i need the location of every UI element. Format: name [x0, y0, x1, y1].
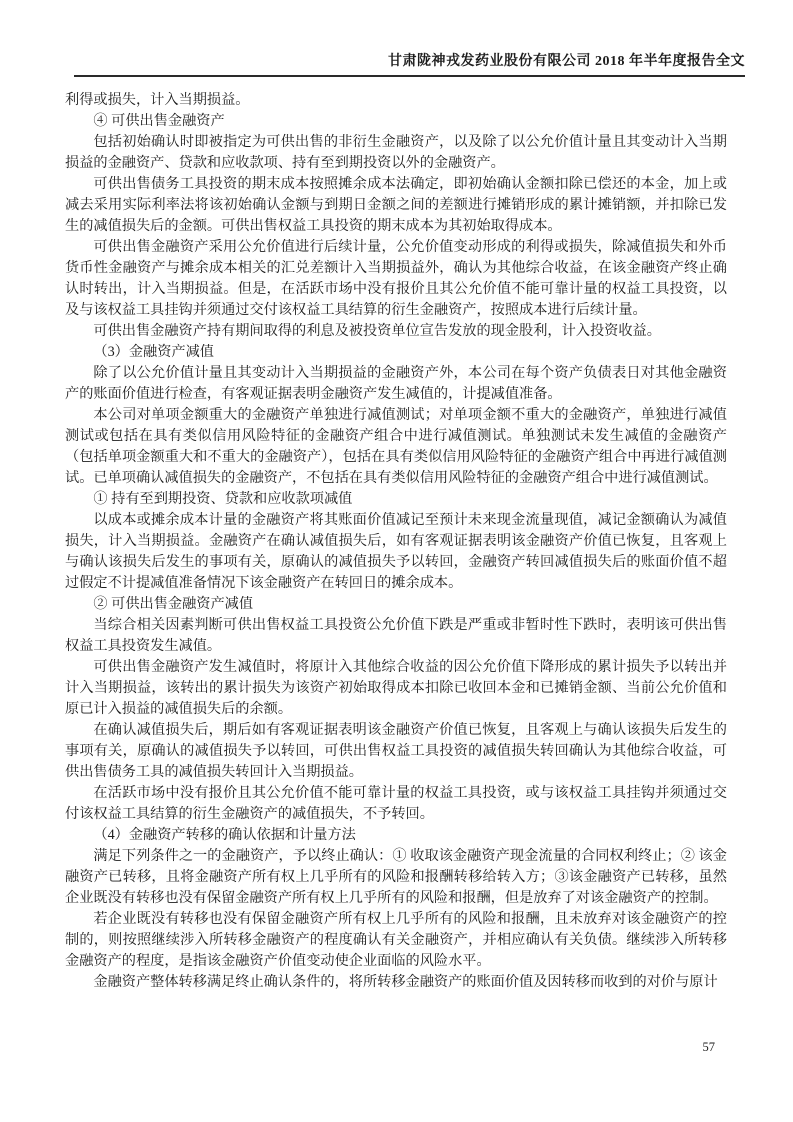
body-paragraph: 若企业既没有转移也没有保留金融资产所有权上几乎所有的风险和报酬，且未放弃对该金融资产的控制的，则按照继续涉入所转移金融资产的程度确认有关金融资产，并相应确认有关负债。继续涉入所转移金融资产的程度，是指该金融资产价值变动使企业面临的风险水平。 — [65, 911, 727, 969]
body-paragraph: 以成本或摊余成本计量的金融资产将其账面价值减记至预计未来现金流量现值，减记金额确认为减值损失，计入当期损益。金融资产在确认减值损失后，如有客观证据表明该金融资产价值已恢复，且客观上与确认该损失后发生的事项有关，原确认的减值损失予以转回，金融资产转回减值损失后的账面价值不超过假定不计提减值准备情况下该金融资产在转回日的摊余成本。 — [65, 512, 727, 591]
body-paragraph: 除了以公允价值计量且其变动计入当期损益的金融资产外，本公司在每个资产负债表日对其他金融资产的账面价值进行检查，有客观证据表明金融资产发生减值的，计提减值准备。 — [65, 365, 727, 402]
body-paragraph: 可供出售金融资产发生减值时，将原计入其他综合收益的因公允价值下降形成的累计损失予以转出并计入当期损益，该转出的累计损失为该资产初始取得成本扣除已收回本金和已摊销金额、当前公允价值和原已计入损益的减值损失后的余额。 — [65, 659, 727, 717]
body-paragraph-continuation: 利得或损失，计入当期损益。 — [65, 92, 250, 108]
page-header-title: 甘肃陇神戎发药业股份有限公司 2018 年半年度报告全文 — [74, 50, 745, 77]
section-heading-transfer: （4）金融资产转移的确认依据和计量方法 — [93, 827, 356, 843]
body-paragraph: 金融资产整体转移满足终止确认条件的，将所转移金融资产的账面价值及因转移而收到的对价与原计 — [93, 974, 718, 990]
body-paragraph: 在确认减值损失后，期后如有客观证据表明该金融资产价值已恢复，且客观上与确认该损失后发生的事项有关，原确认的减值损失予以转回，可供出售权益工具投资的减值损失转回确认为其他综合收益，可供出售债务工具的减值损失转回计入当期损益。 — [65, 722, 727, 780]
body-paragraph: 可供出售金融资产持有期间取得的利息及被投资单位宣告发放的现金股利，计入投资收益。 — [93, 323, 661, 339]
body-paragraph: 包括初始确认时即被指定为可供出售的非衍生金融资产，以及除了以公允价值计量且其变动计入当期损益的金融资产、贷款和应收款项、持有至到期投资以外的金融资产。 — [65, 134, 727, 171]
section-heading-impairment: （3）金融资产减值 — [93, 344, 214, 360]
body-paragraph: 当综合相关因素判断可供出售权益工具投资公允价值下跌是严重或非暂时性下跌时，表明该可供出售权益工具投资发生减值。 — [65, 617, 727, 654]
body-paragraph: 满足下列条件之一的金融资产，予以终止确认：① 收取该金融资产现金流量的合同权利终止；② 该金融资产已转移，且将金融资产所有权上几乎所有的风险和报酬转移给转入方；③该金融资产已转移，虽然企业既没有转移也没有保留金融资产所有权上几乎所有的风险和报酬，但是放弃了对该金融资产的控制。 — [65, 848, 727, 906]
body-paragraph: 可供出售金融资产采用公允价值进行后续计量，公允价值变动形成的利得或损失，除减值损失和外币货币性金融资产与摊余成本相关的汇兑差额计入当期损益外，确认为其他综合收益，在该金融资产终止确认时转出，计入当期损益。但是，在活跃市场中没有报价且其公允价值不能可靠计量的权益工具投资，以及与该权益工具挂钩并须通过交付该权益工具结算的衍生金融资产，按照成本进行后续计量。 — [65, 239, 727, 318]
section-heading-afs-impairment: ② 可供出售金融资产减值 — [93, 596, 254, 612]
page-number: 57 — [702, 1040, 715, 1054]
document-body — [65, 90, 727, 993]
body-paragraph: 在活跃市场中没有报价且其公允价值不能可靠计量的权益工具投资，或与该权益工具挂钩并须通过交付该权益工具结算的衍生金融资产的减值损失，不予转回。 — [65, 785, 727, 822]
body-paragraph: 本公司对单项金额重大的金融资产单独进行减值测试；对单项金额不重大的金融资产，单独进行减值测试或包括在具有类似信用风险特征的金融资产组合中进行减值测试。单独测试未发生减值的金融资产（包括单项金额重大和不重大的金融资产），包括在具有类似信用风险特征的金融资产组合中再进行减值测试。已单项确认减值损失的金融资产，不包括在具有类似信用风险特征的金融资产组合中进行减值测试。 — [65, 407, 727, 486]
section-heading-htm-loans-impairment: ① 持有至到期投资、贷款和应收款项减值 — [93, 491, 353, 507]
body-paragraph: 可供出售债务工具投资的期末成本按照摊余成本法确定，即初始确认金额扣除已偿还的本金，加上或减去采用实际利率法将该初始确认金额与到期日金额之间的差额进行摊销形成的累计摊销额，并扣除已发生的减值损失后的金额。可供出售权益工具投资的期末成本为其初始取得成本。 — [65, 176, 727, 234]
section-heading-afs-assets: ④ 可供出售金融资产 — [93, 113, 225, 129]
